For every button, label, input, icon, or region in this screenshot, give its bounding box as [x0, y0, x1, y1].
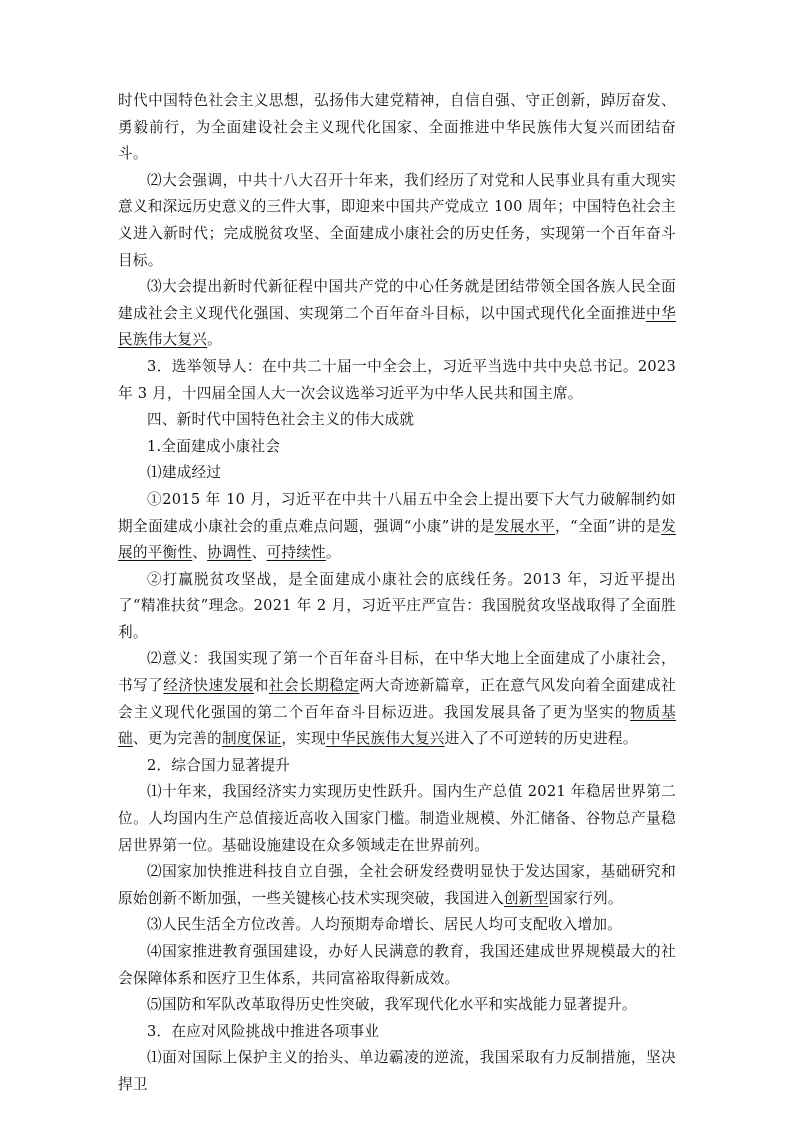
text-run: 。 [325, 544, 341, 562]
text-run: ⑸国防和军队改革取得历史性突破，我军现代化水平和实战能力显著提升。 [147, 996, 637, 1014]
text-run: ⑴面对国际上保护主义的抬头、单边霸凌的逆流，我国采取有力反制措施，坚决捍卫 [118, 1049, 676, 1093]
text-run: ，“全面”讲的是 [555, 517, 662, 535]
paragraph [118, 354, 676, 407]
text-run: 、更为完善的 [132, 730, 222, 748]
underlined-text: 物质基础 [118, 703, 676, 748]
underlined-text: 经济快速发展 [163, 677, 254, 695]
text-run: 。 [207, 331, 222, 349]
text-run: 和 [253, 677, 269, 695]
paragraph [118, 274, 676, 354]
text-run: ⑶人民生活全方位改善。人均预期寿命增长、居民人均可支配收入增加。 [147, 916, 623, 934]
paragraph [118, 912, 676, 939]
paragraph [118, 753, 676, 780]
underlined-text: 创新型 [503, 889, 549, 907]
paragraph [118, 88, 676, 168]
paragraph [118, 460, 676, 487]
underlined-text: 协调性 [207, 544, 252, 562]
underlined-text: 发展的平衡性 [118, 517, 676, 562]
underlined-text: 中华民族伟大复兴 [118, 304, 676, 349]
paragraph [118, 1045, 676, 1098]
text-run: ⑵意义：我国实现了第一个百年奋斗目标，在中华大地上全面建成了小康社会，书写了 [118, 650, 676, 695]
paragraph [118, 567, 676, 647]
paragraph [118, 407, 676, 434]
underlined-text: 可持续性 [266, 544, 326, 562]
paragraph [118, 779, 676, 859]
paragraph [118, 859, 676, 912]
text-run: 1.全面建成小康社会 [147, 437, 281, 455]
text-run: 国家行列。 [548, 889, 623, 907]
text-run: ⑵国家加快推进科技自立自强，全社会研发经费明显快于发达国家，基础研究和原始创新不断加强，一些关键核心技术实现突破，我国进入 [118, 863, 676, 907]
text-run: ⑶大会提出新时代新征程中国共产党的中心任务就是团结带领全国各族人民全面建成社会主义现代化强国、实现第二个百年奋斗目标，以中国式现代化全面推进 [118, 278, 676, 322]
paragraph [118, 646, 676, 752]
text-run: ⑴十年来，我国经济实力实现历史性跃升。国内生产总值 2021 年稳居世界第二位。人均国内生产总值接近高收入国家门槛。制造业规模、外汇储备、谷物总产量稳居世界第一位。基础设施建设在众多领域走在世界前列。 [118, 783, 676, 854]
text-run: 时代中国特色社会主义思想，弘扬伟大建党精神，自信自强、守正创新，踔厉奋发、勇毅前行，为全面建设社会主义现代化国家、全面推进中华民族伟大复兴而团结奋斗。 [118, 92, 676, 163]
text-run: 、 [192, 544, 208, 562]
text-run: 四、新时代中国特色社会主义的伟大成就 [147, 411, 415, 429]
text-run: ①2015 年 10 月，习近平在中共十八届五中全会上提出要下大气力破解制约如期全面建成小康社会的重点难点问题，强调“小康”讲的是 [118, 490, 676, 535]
paragraph [118, 939, 676, 992]
text-run: 两大奇迹新篇章，正在意气风发向着全面建成社会主义现代化强国的第二个百年奋斗目标迈进。我国发展具备了更为坚实的 [118, 677, 676, 721]
text-run: ⑷国家推进教育强国建设，办好人民满意的教育，我国还建成世界规模最大的社会保障体系和医疗卫生体系，共同富裕取得新成效。 [118, 943, 676, 987]
underlined-text: 社会长期稳定 [268, 677, 360, 695]
underlined-text: 中华民族伟大复兴 [325, 730, 445, 748]
text-run: ②打赢脱贫攻坚战，是全面建成小康社会的底线任务。2013 年，习近平提出了“精准扶贫”理念。2021 年 2 月，习近平庄严宣告：我国脱贫攻坚战取得了全面胜利。 [118, 570, 676, 641]
text-run: ⑵大会强调，中共十八大召开十年来，我们经历了对党和人民事业具有重大现实意义和深远历史意义的三件大事，即迎来中国共产党成立 100 周年；中国特色社会主义进入新时代；完成脱贫攻坚、全面建成小康社会的历史任务，实现第一个百年奋斗目标。 [118, 171, 676, 269]
paragraph [118, 992, 676, 1019]
text-run: 、 [251, 544, 267, 562]
underlined-text: 发展水平 [494, 517, 556, 535]
text-run: 2．综合国力显著提升 [147, 756, 291, 774]
paragraph [118, 168, 676, 274]
text-run: 3．在应对风险挑战中推进各项事业 [147, 1022, 380, 1040]
text-run: ⑴建成经过 [147, 464, 222, 482]
text-run: 进入了不可逆转的历史进程。 [444, 730, 638, 748]
paragraph [118, 434, 676, 461]
text-run: 3．选举领导人：在中共二十届一中全会上，习近平当选中共中央总书记。2023 年 3 月，十四届全国人大一次会议选举习近平为中华人民共和国主席。 [118, 357, 676, 402]
underlined-text: 制度保证 [221, 730, 282, 748]
text-run: ，实现 [281, 730, 326, 748]
paragraph [118, 487, 676, 567]
paragraph [118, 1019, 676, 1046]
